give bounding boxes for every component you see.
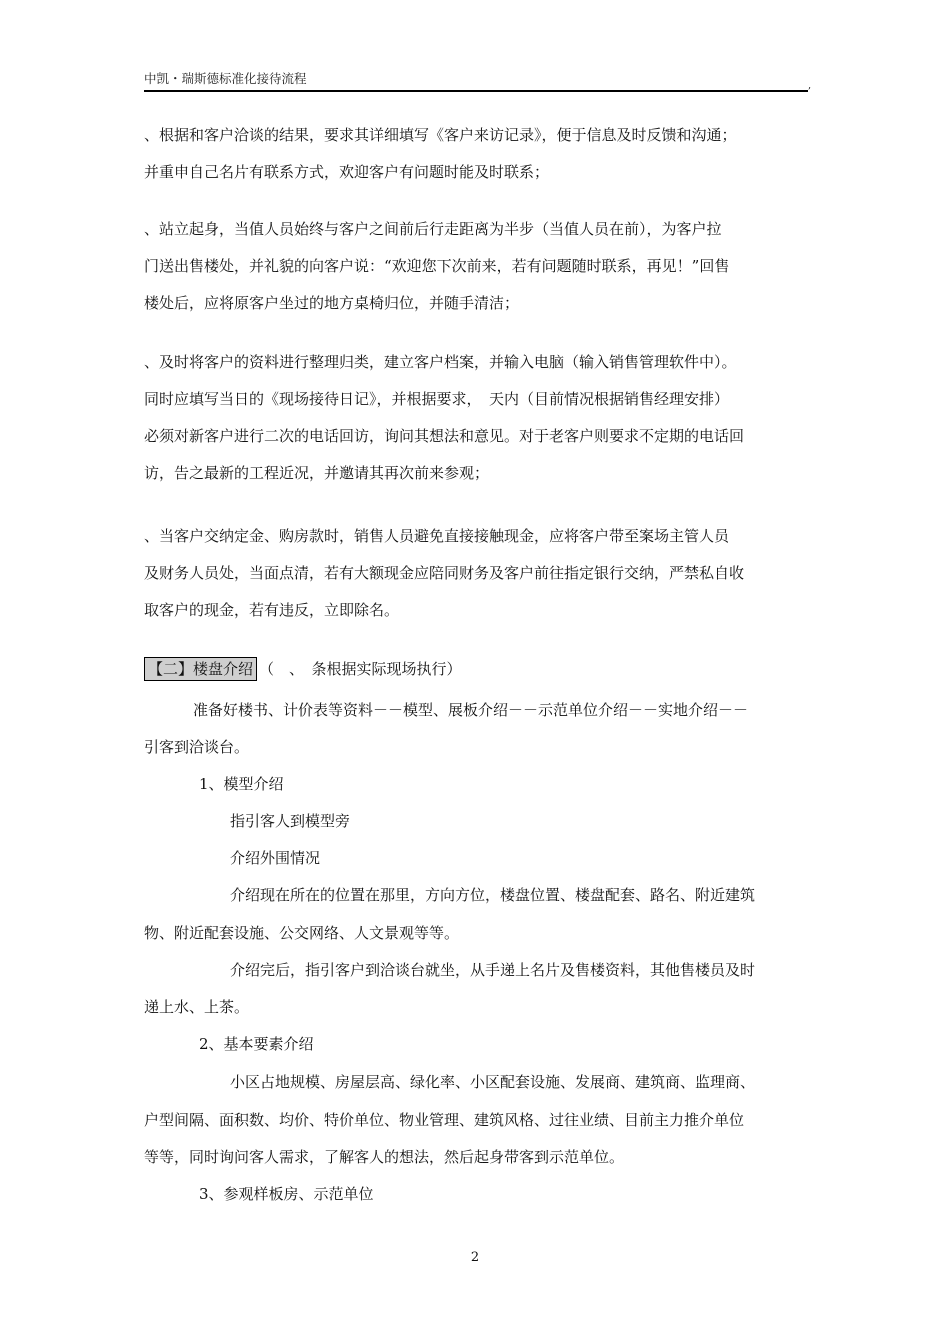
paragraph-line: 取客户的现金，若有违反，立即除名。 [144, 601, 400, 619]
paragraph-line: 及财务人员处，当面点清，若有大额现金应陪同财务及客户前往指定银行交纳，严禁私自收 [144, 564, 745, 582]
paragraph-line: 门送出售楼处，并礼貌的向客户说：“欢迎您下次前来，若有问题随时联系，再见！”回售 [144, 257, 730, 275]
paragraph-cash-handling [144, 518, 816, 629]
section-title: 【二】楼盘介绍 [144, 657, 257, 681]
section-note: （ 、 条根据实际现场执行） [259, 660, 462, 678]
paragraph-line: 、当客户交纳定金、购房款时，销售人员避免直接接触现金，应将客户带至案场主管人员 [144, 527, 730, 545]
paragraph-line: 必须对新客户进行二次的电话回访，询问其想法和意见。对于老客户则要求不定期的电话回 [144, 427, 745, 445]
item-paragraph-line: 物、附近配套设施、公交网络、人文景观等等。 [144, 924, 460, 942]
paragraph-record-visit [144, 117, 816, 191]
item-paragraph-line: 小区占地规模、房屋层高、绿化率、小区配套设施、发展商、建筑商、监理商、 [230, 1073, 756, 1091]
paragraph-line: 、及时将客户的资料进行整理归类，建立客户档案，并输入电脑（输入销售管理软件中）。 [144, 353, 737, 371]
item-paragraph-line: 户型间隔、面积数、均价、特价单位、物业管理、建筑风格、过往业绩、目前主力推介单位 [144, 1111, 745, 1129]
item-title-model: 1、模型介绍 [199, 775, 284, 793]
document-title: 中凯・瑞斯德标准化接待流程 [144, 71, 307, 86]
paragraph-line: 、站立起身，当值人员始终与客户之间前后行走距离为半步（当值人员在前），为客户拉 [144, 220, 722, 238]
section-heading [144, 656, 462, 682]
paragraph-line: 、根据和客户洽谈的结果，要求其详细填写《客户来访记录》，便于信息及时反馈和沟通； [144, 126, 737, 144]
item-subtitle: 指引客人到模型旁 [230, 812, 351, 830]
paragraph-see-off [144, 211, 816, 322]
page-header [144, 70, 808, 92]
page-number: 2 [470, 1250, 480, 1265]
item-paragraph-line: 介绍完后，指引客户到洽谈台就坐，从手递上名片及售楼资料，其他售楼员及时 [230, 961, 756, 979]
header-mark: , [808, 80, 812, 91]
paragraph-line: 并重申自己名片有联系方式，欢迎客户有问题时能及时联系； [144, 163, 550, 181]
item-title-basic-elements: 2、基本要素介绍 [199, 1035, 314, 1053]
paragraph-client-files [144, 344, 816, 492]
item-paragraph-line: 递上水、上茶。 [144, 998, 250, 1016]
item-subtitle: 介绍外围情况 [230, 849, 321, 867]
paragraph-line: 楼处后，应将原客户坐过的地方桌椅归位，并随手清洁； [144, 294, 520, 312]
intro-line: 准备好楼书、计价表等资料－－模型、展板介绍－－示范单位介绍－－实地介绍－－ [193, 701, 749, 719]
item-paragraph-line: 介绍现在所在的位置在那里，方向方位，楼盘位置、楼盘配套、路名、附近建筑 [230, 886, 756, 904]
paragraph-line: 同时应填写当日的《现场接待日记》，并根据要求， 天内（目前情况根据销售经理安排） [144, 390, 730, 408]
item-title-showroom: 3、参观样板房、示范单位 [199, 1185, 374, 1203]
paragraph-line: 访，告之最新的工程近况，并邀请其再次前来参观； [144, 464, 490, 482]
item-paragraph-line: 等等，同时询问客人需求，了解客人的想法，然后起身带客到示范单位。 [144, 1148, 625, 1166]
intro-line: 引客到洽谈台。 [144, 738, 250, 756]
